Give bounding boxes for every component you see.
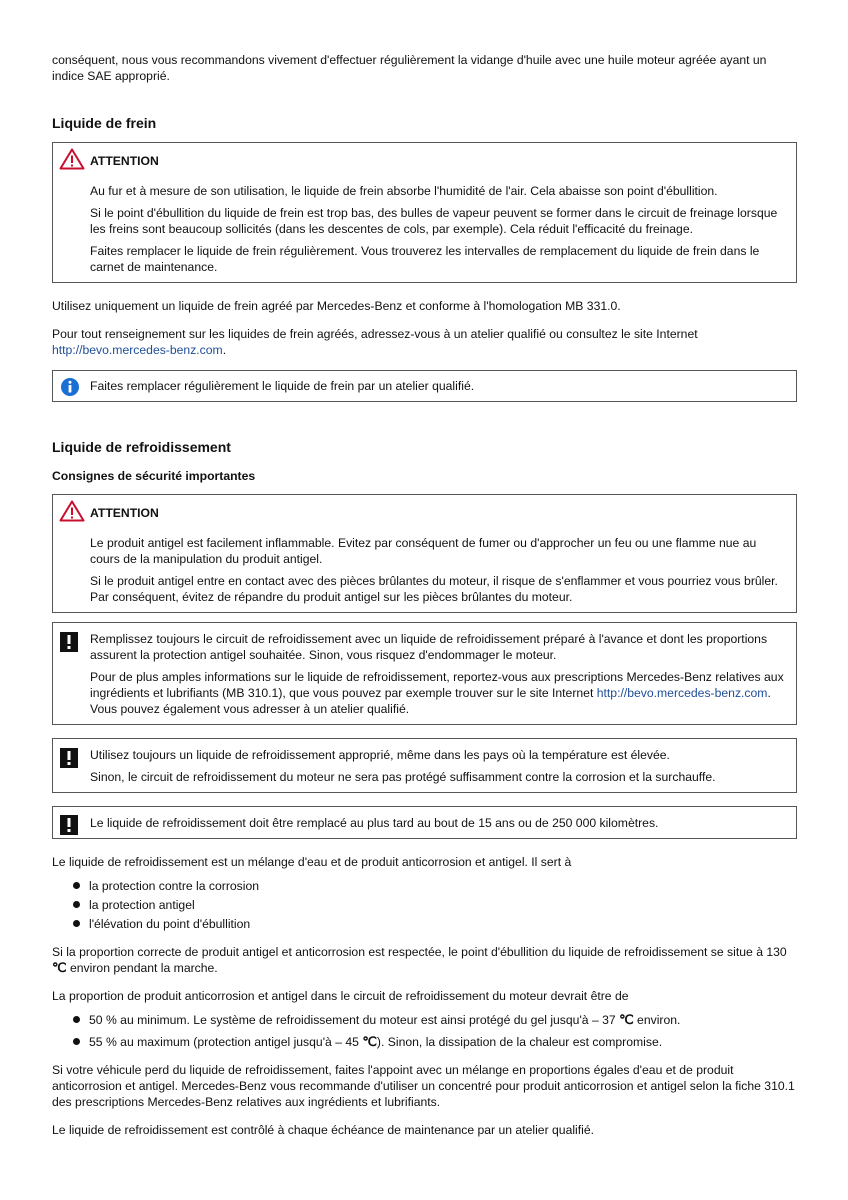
brake-info-note: Faites remplacer régulièrement le liquide de frein par un atelier qualifié.	[90, 379, 475, 393]
intro-paragraph: conséquent, nous vous recommandons vivement d'effectuer régulièrement la vidange d'huile avec une huile moteur agréée ayant un indice SAE approprié.	[52, 53, 767, 83]
ratio-text-end: environ.	[633, 1013, 681, 1027]
coolant-uses-list	[52, 878, 796, 932]
ratio-text: 50 % au minimum. Le système de refroidissement du moteur est ainsi protégé du gel jusqu'à	[89, 1013, 592, 1027]
coolant-notice-text-end: . Vous pouvez également vous adresser à un atelier qualifié.	[90, 686, 771, 716]
exclamation-icon	[60, 632, 78, 656]
bullet-icon	[73, 901, 80, 908]
coolant-notice-text-part: Pour de plus amples informations sur le liquide de refroidissement, reportez-vous aux prescriptions Mercedes-Benz relatives aux ingrédients et lubrifiants (MB 310.1), que vous pouvez par exemple trouver sur le site Internet	[90, 670, 784, 700]
brake-warning-title: ATTENTION	[90, 154, 159, 168]
brake-info-box	[52, 370, 797, 402]
list-item	[52, 1012, 796, 1028]
brake-warning-text: Si le point d'ébullition du liquide de frein est trop bas, des bulles de vapeur peuvent se former dans le circuit de freinage lorsque les freins sont beaucoup sollicités (dans les descentes de cols, par exemple). Cela réduit l'efficacité du freinage.	[90, 206, 778, 236]
info-icon	[60, 377, 80, 401]
coolant-warning-title: ATTENTION	[90, 506, 159, 520]
ratio-text: 55 % au maximum (protection antigel jusqu'à	[89, 1035, 336, 1049]
list-item-text: la protection antigel	[89, 898, 195, 912]
coolant-notice-text: Le liquide de refroidissement doit être remplacé au plus tard au bout de 15 ans ou de 250 000 kilomètres.	[90, 816, 659, 830]
list-item	[52, 916, 796, 932]
coolant-ratio-list	[52, 1012, 796, 1050]
brake-warning-text: Faites remplacer le liquide de frein régulièrement. Vous trouverez les intervalles de remplacement du liquide de frein dans le carnet de maintenance.	[90, 244, 760, 274]
coolant-notice-text: Utilisez toujours un liquide de refroidissement approprié, même dans les pays où la température est élevée.	[90, 748, 670, 762]
coolant-warning-box	[52, 494, 797, 613]
bullet-icon	[73, 882, 80, 889]
warning-triangle-icon	[59, 148, 85, 174]
list-item	[52, 897, 796, 913]
bullet-icon	[73, 1016, 80, 1023]
warning-triangle-icon	[59, 500, 85, 526]
heading-brake-fluid: Liquide de frein	[52, 115, 157, 131]
ratio-temperature: ‒ 45	[335, 1035, 363, 1049]
coolant-mix-intro: Le liquide de refroidissement est un mélange d'eau et de produit anticorrosion et antigel. Il sert à	[52, 855, 572, 869]
ratio-temperature: ‒ 37	[591, 1013, 620, 1027]
coolant-notice-box-3	[52, 806, 797, 839]
list-item-text: la protection contre la corrosion	[89, 879, 260, 893]
coolant-boiling-paragraph	[52, 944, 796, 976]
mercedes-bevo-link[interactable]: http://bevo.mercedes-benz.com	[596, 686, 768, 700]
subheading-safety: Consignes de sécurité importantes	[52, 469, 256, 483]
boiling-text: Si la proportion correcte de produit antigel et anticorrosion est respectée, le point d'ébullition du liquide de refroidissement se situe à 130	[52, 945, 787, 959]
brake-warning-text: Au fur et à mesure de son utilisation, le liquide de frein absorbe l'humidité de l'air. Cela abaisse son point d'ébullition.	[90, 184, 718, 198]
brake-info-text: Pour tout renseignement sur les liquides de frein agréés, adressez-vous à un atelier qualifié ou consultez le site Internet	[52, 327, 698, 341]
heading-coolant: Liquide de refroidissement	[52, 439, 231, 455]
list-item	[52, 878, 796, 894]
boiling-text-end: environ pendant la marche.	[66, 961, 218, 975]
coolant-warning-text: Le produit antigel est facilement inflammable. Evitez par conséquent de fumer ou d'approcher un feu ou une flamme nue au cours de la manipulation du produit antigel.	[90, 536, 757, 566]
list-item	[52, 1034, 796, 1050]
exclamation-icon	[60, 815, 78, 839]
celsius-symbol: ℃	[52, 960, 67, 975]
bullet-icon	[73, 1038, 80, 1045]
ratio-text-end: ). Sinon, la dissipation de la chaleur est compromise.	[376, 1035, 663, 1049]
brake-warning-box	[52, 142, 797, 283]
coolant-notice-text: Remplissez toujours le circuit de refroidissement avec un liquide de refroidissement préparé à l'avance et dont les proportions assurent la protection antigel souhaitée. Sinon, vous risquez d'endommager le moteur.	[90, 632, 768, 662]
coolant-notice-text: Sinon, le circuit de refroidissement du moteur ne sera pas protégé suffisamment contre la corrosion et la surchauffe.	[90, 770, 716, 784]
brake-info-end: .	[222, 343, 227, 357]
mercedes-bevo-link[interactable]: http://bevo.mercedes-benz.com	[52, 343, 223, 357]
coolant-notice-box-2	[52, 738, 797, 793]
list-item-text: l'élévation du point d'ébullition	[89, 917, 251, 931]
exclamation-icon	[60, 748, 78, 772]
celsius-symbol: ℃	[619, 1012, 634, 1027]
coolant-topup-paragraph: Si votre véhicule perd du liquide de refroidissement, faites l'appoint avec un mélange en proportions égales d'eau et de produit anticorrosion et antigel. Mercedes-Benz vous recommande d'utiliser un concentré pour produit anticorrosion et antigel selon la fiche 310.1 des prescriptions Mercedes-Benz relatives aux ingrédients et lubrifiants.	[52, 1063, 795, 1109]
coolant-notice-text	[90, 669, 784, 717]
celsius-symbol: ℃	[362, 1034, 377, 1049]
brake-approval-paragraph: Utilisez uniquement un liquide de frein agréé par Mercedes-Benz et conforme à l'homologation MB 331.0.	[52, 299, 621, 313]
coolant-ratio-intro: La proportion de produit anticorrosion et antigel dans le circuit de refroidissement du moteur devrait être de	[52, 989, 629, 1003]
coolant-notice-box-1	[52, 622, 797, 725]
bullet-icon	[73, 920, 80, 927]
coolant-check-paragraph: Le liquide de refroidissement est contrôlé à chaque échéance de maintenance par un atelier qualifié.	[52, 1123, 595, 1137]
coolant-warning-text: Si le produit antigel entre en contact avec des pièces brûlantes du moteur, il risque de s'enflammer et vous pourriez vous brûler. Par conséquent, évitez de répandre du produit antigel sur les pièces brûlantes du moteur.	[90, 574, 778, 604]
brake-info-paragraph	[52, 326, 796, 358]
